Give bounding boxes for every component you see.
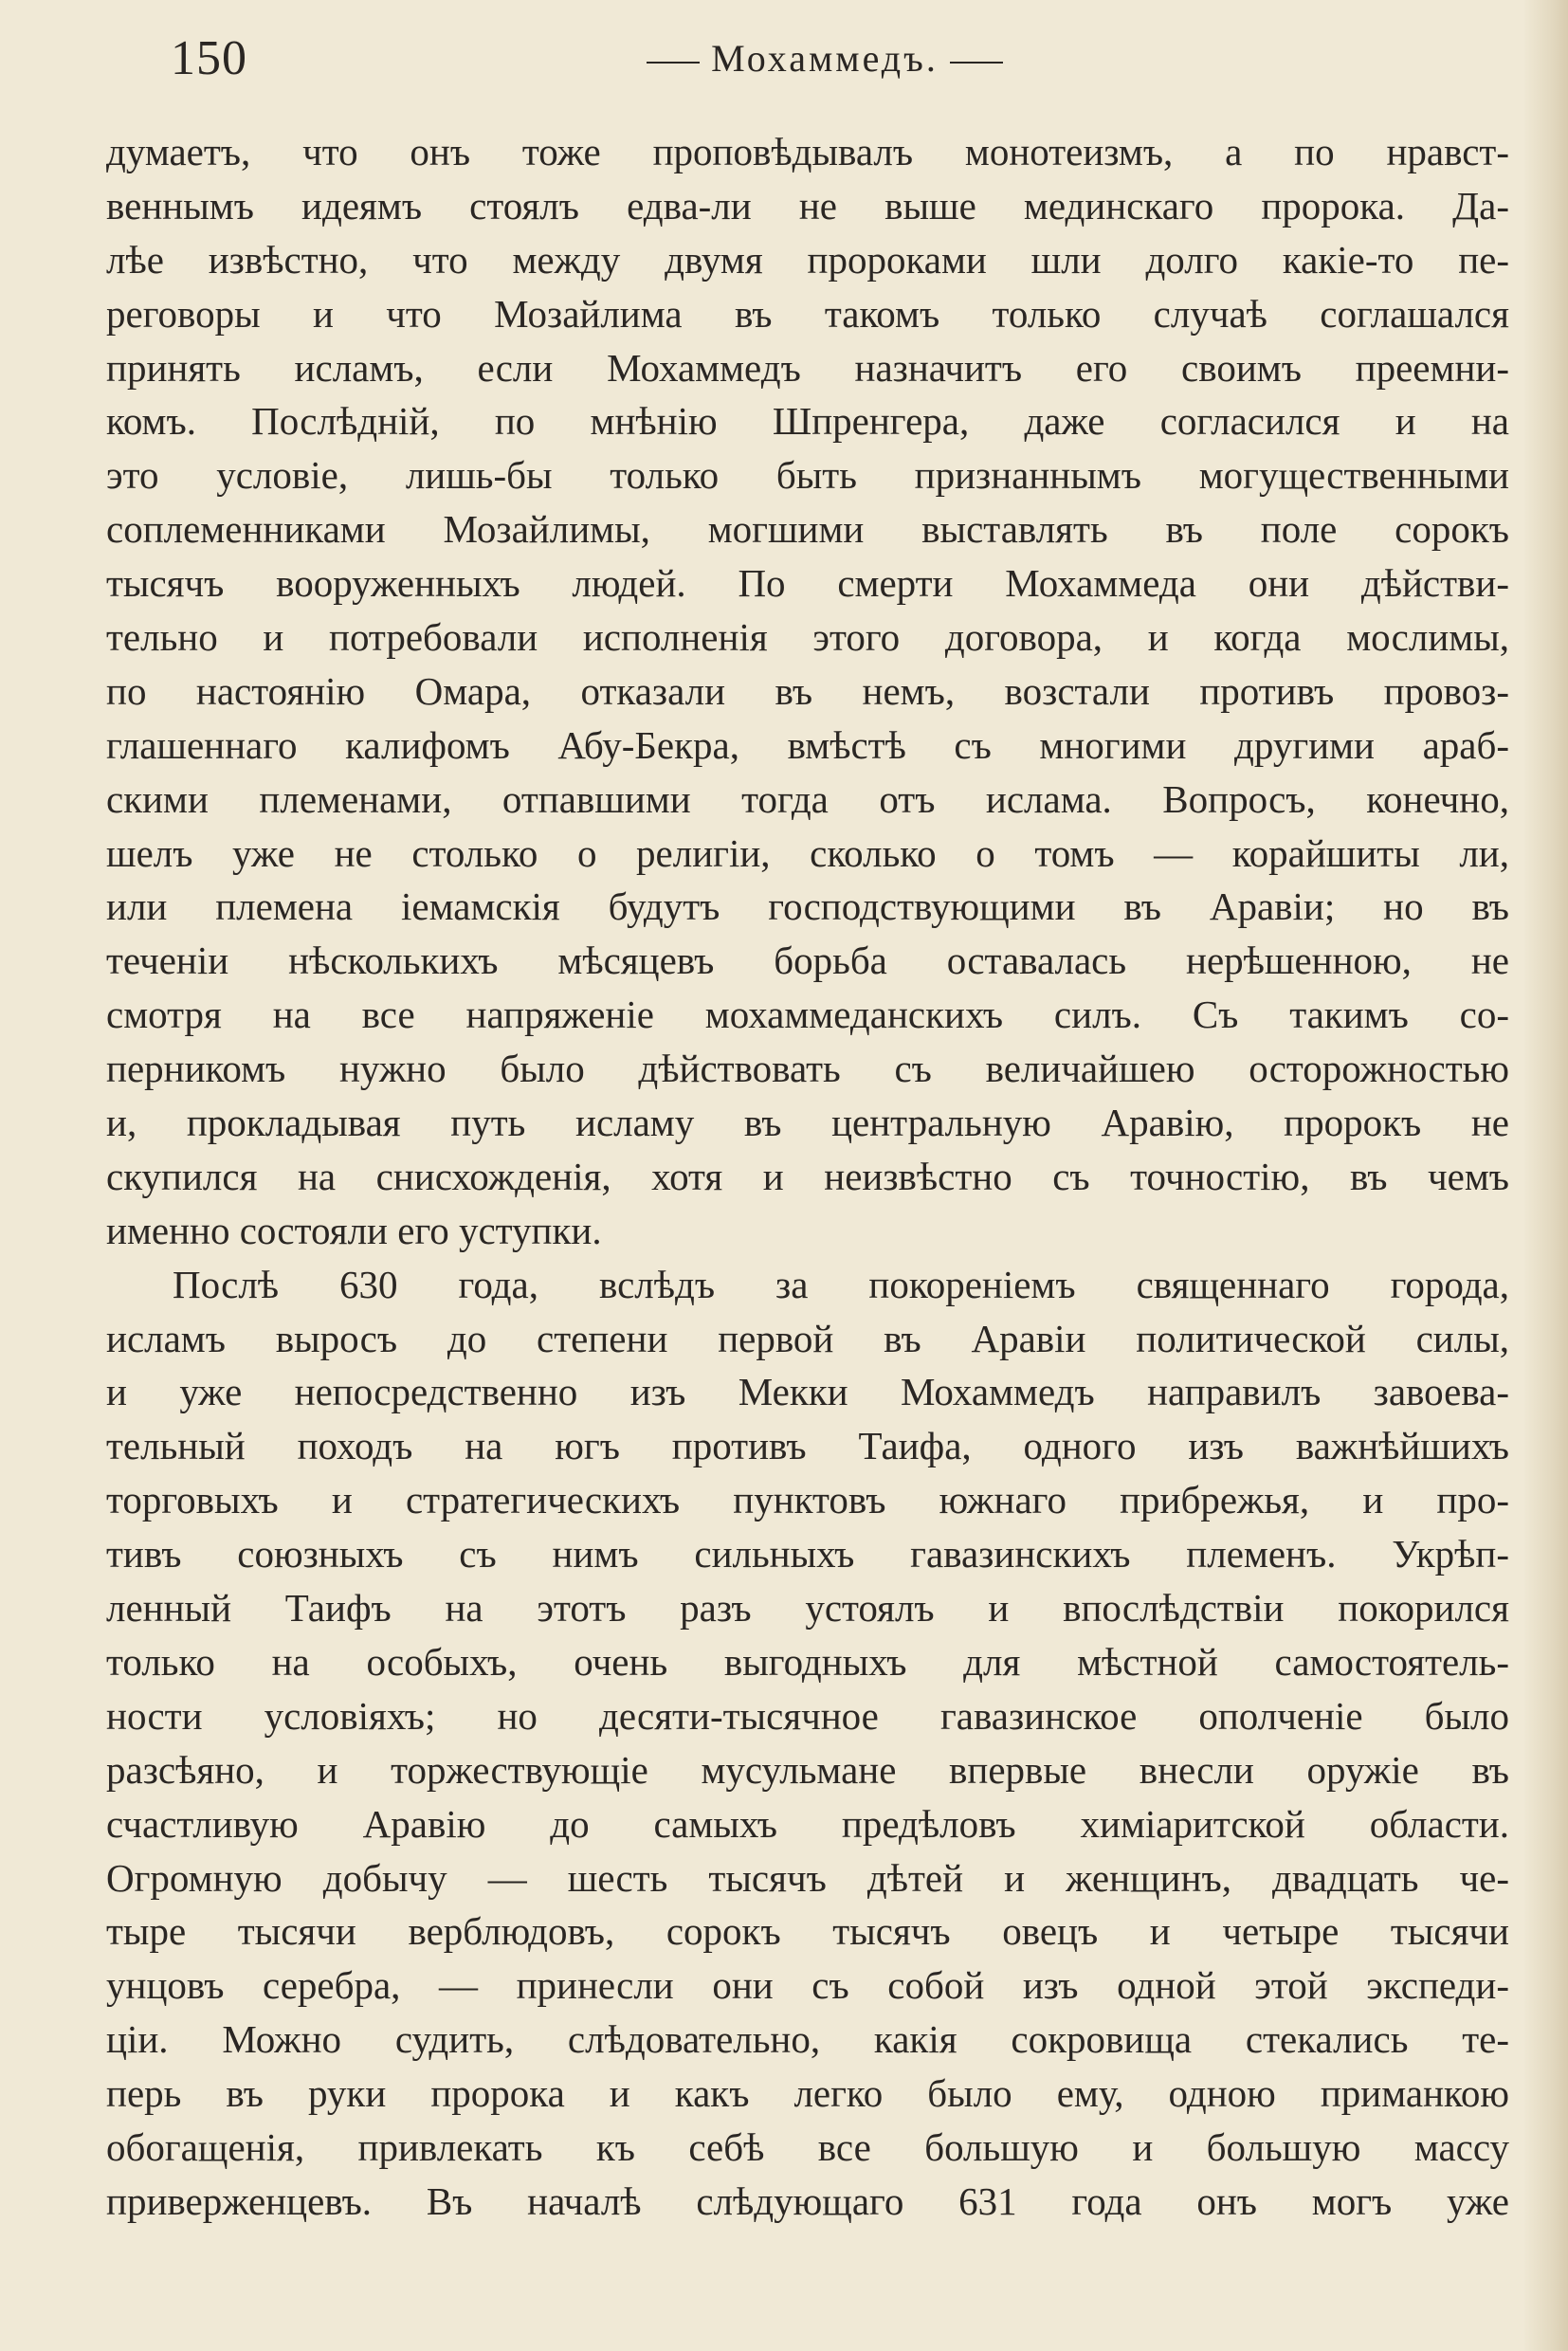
text-line: принять исламъ, если Мохаммедъ назначитъ его своимъ преемни-: [106, 345, 1509, 390]
text-line: торговыхъ и стратегическихъ пунктовъ южнаго прибрежья, и про-: [106, 1478, 1509, 1522]
text-line: счастливую Аравію до самыхъ предѣловъ химіаритской области.: [106, 1801, 1509, 1846]
page-number: 150: [171, 31, 247, 85]
text-line: шелъ уже не столько о религіи, сколько о томъ — корайшиты ли,: [106, 830, 1509, 875]
text-line: теченіи нѣсколькихъ мѣсяцевъ борьба оставалась нерѣшенною, не: [106, 939, 1509, 983]
text-line: ціи. Можно судить, слѣдовательно, какія сокровища стекались те-: [106, 2017, 1509, 2062]
text-line: думаетъ, что онъ тоже проповѣдывалъ монотеизмъ, а по нравст-: [106, 130, 1509, 173]
title-dash-left: [647, 62, 700, 64]
text-line: тивъ союзныхъ съ нимъ сильныхъ гавазинскихъ племенъ. Укрѣп-: [106, 1532, 1509, 1576]
text-line: глашеннаго калифомъ Абу-Бекра, вмѣстѣ съ многими другими араб-: [106, 722, 1509, 767]
text-line: приверженцевъ. Въ началѣ слѣдующаго 631 года онъ могъ уже: [106, 2178, 1509, 2223]
text-line: унцовъ серебра, — принесли они съ собой изъ одной этой экспеди-: [106, 1963, 1509, 2008]
text-line: и, прокладывая путь исламу въ центральную Аравію, пророкъ не: [106, 1101, 1509, 1145]
paragraph-end-line: именно состояли его уступки.: [106, 1208, 602, 1252]
text-line: ленный Таифъ на этотъ разъ устоялъ и впослѣдствіи покорился: [106, 1586, 1509, 1631]
title-dash-right: [950, 62, 1003, 64]
text-line: тельно и потребовали исполненія этого договора, и когда мослимы,: [106, 615, 1509, 660]
running-title: Мохаммедъ.: [711, 37, 939, 80]
text-line: исламъ выросъ до степени первой въ Аравіи политической силы,: [106, 1316, 1509, 1360]
text-line: только на особыхъ, очень выгодныхъ для мѣстной самостоятель-: [106, 1639, 1509, 1684]
running-title-wrapper: [597, 21, 1052, 97]
text-line: или племена іемамскія будутъ господствующими въ Аравіи; но въ: [106, 884, 1509, 929]
text-line: перникомъ нужно было дѣйствовать съ величайшею осторожностью: [106, 1047, 1509, 1091]
text-line: перь въ руки пророка и какъ легко было ему, одною приманкою: [106, 2071, 1509, 2116]
text-line: это условіе, лишь-бы только быть признаннымъ могущественными: [106, 453, 1509, 498]
text-line: обогащенія, привлекать къ себѣ все большую и большую массу: [106, 2124, 1509, 2169]
text-line: тельный походъ на югъ противъ Таифа, одного изъ важнѣйшихъ: [106, 1424, 1509, 1468]
text-line: веннымъ идеямъ стоялъ едва-ли не выше мединскаго пророка. Да-: [106, 183, 1509, 228]
text-line: тыре тысячи верблюдовъ, сорокъ тысячъ овецъ и четыре тысячи: [106, 1909, 1509, 1954]
text-line: соплеменниками Мозайлимы, могшими выставлять въ поле сорокъ: [106, 507, 1509, 552]
text-line: лѣе извѣстно, что между двумя пророками шли долго какіе-то пе-: [106, 237, 1509, 282]
text-line: ности условіяхъ; но десяти-тысячное гавазинское ополченіе было: [106, 1693, 1509, 1738]
text-line: комъ. Послѣдній, по мнѣнію Шпренгера, даже согласился и на: [106, 399, 1509, 444]
text-line: Огромную добычу — шесть тысячъ дѣтей и женщинъ, двадцать че-: [106, 1855, 1509, 1900]
paragraph-start-line: Послѣ 630 года, вслѣдъ за покореніемъ священнаго города,: [173, 1262, 1509, 1306]
text-line: смотря на все напряженіе мохаммеданскихъ силъ. Съ такимъ со-: [106, 993, 1509, 1037]
text-line: по настоянію Омара, отказали въ немъ, возстали противъ провоз-: [106, 668, 1509, 713]
text-line: разсѣяно, и торжествующіе мусульмане впервые внесли оружіе въ: [106, 1747, 1509, 1792]
page-edge-shadow: [1524, 0, 1568, 2351]
page-header: [171, 21, 1403, 97]
text-line: тысячъ вооруженныхъ людей. По смерти Мохаммеда они дѣйстви-: [106, 561, 1509, 606]
text-line: скупился на снисхожденія, хотя и неизвѣстно съ точностію, въ чемъ: [106, 1154, 1509, 1198]
text-line: скими племенами, отпавшими тогда отъ ислама. Вопросъ, конечно,: [106, 776, 1509, 821]
text-line: реговоры и что Мозайлима въ такомъ только случаѣ соглашался: [106, 291, 1509, 336]
body-text: [106, 125, 1509, 2229]
text-line: и уже непосредственно изъ Мекки Мохаммедъ направилъ завоева-: [106, 1370, 1509, 1414]
